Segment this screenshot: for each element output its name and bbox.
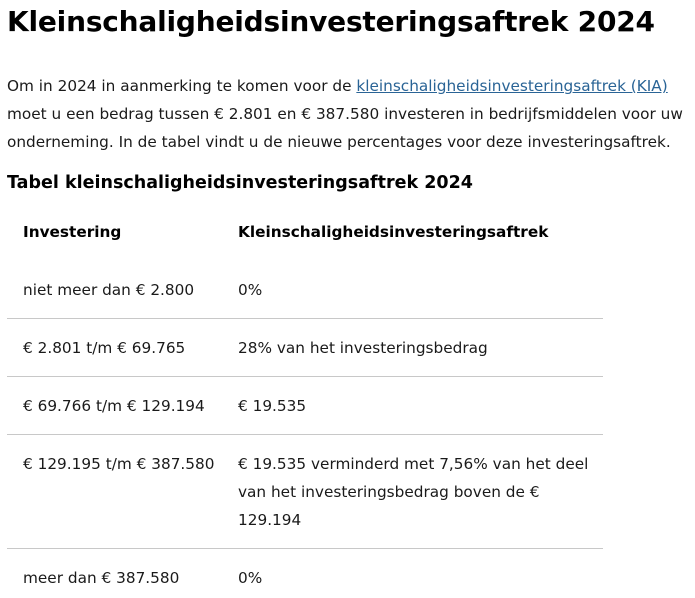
cell-investering: meer dan € 387.580 [7,549,238,598]
cell-aftrek: € 19.535 verminderd met 7,56% van het deel van het investeringsbedrag boven de € 129.194 [238,435,603,549]
intro-paragraph [7,72,687,156]
table-header-row [7,202,603,260]
table-row [7,319,603,377]
table-row [7,260,603,319]
page-title: Kleinschaligheidsinvesteringsaftrek 2024 [7,2,655,42]
table-caption: Tabel kleinschaligheidsinvesteringsaftrek 2024 [7,169,473,197]
table-row [7,549,603,598]
cell-aftrek: 28% van het investeringsbedrag [238,319,603,377]
intro-text-before-link: Om in 2024 in aanmerking te komen voor de [7,77,356,95]
cell-aftrek: € 19.535 [238,377,603,435]
cell-investering: € 2.801 t/m € 69.765 [7,319,238,377]
cell-aftrek: 0% [238,549,603,598]
cell-investering: € 129.195 t/m € 387.580 [7,435,238,549]
table-row [7,435,603,549]
cell-investering: niet meer dan € 2.800 [7,260,238,319]
cell-aftrek: 0% [238,260,603,319]
header-kia: Kleinschaligheidsinvesteringsaftrek [238,202,603,260]
table-row [7,377,603,435]
header-investering: Investering [7,202,238,260]
intro-text-after-link: moet u een bedrag tussen € 2.801 en € 387.580 investeren in bedrijfsmiddelen voor uw onderneming. In de tabel vindt u de nieuwe percentages voor deze investeringsaftrek. [7,105,683,151]
kia-table [7,202,603,598]
kia-link[interactable]: kleinschaligheidsinvesteringsaftrek (KIA) [356,77,667,95]
cell-investering: € 69.766 t/m € 129.194 [7,377,238,435]
